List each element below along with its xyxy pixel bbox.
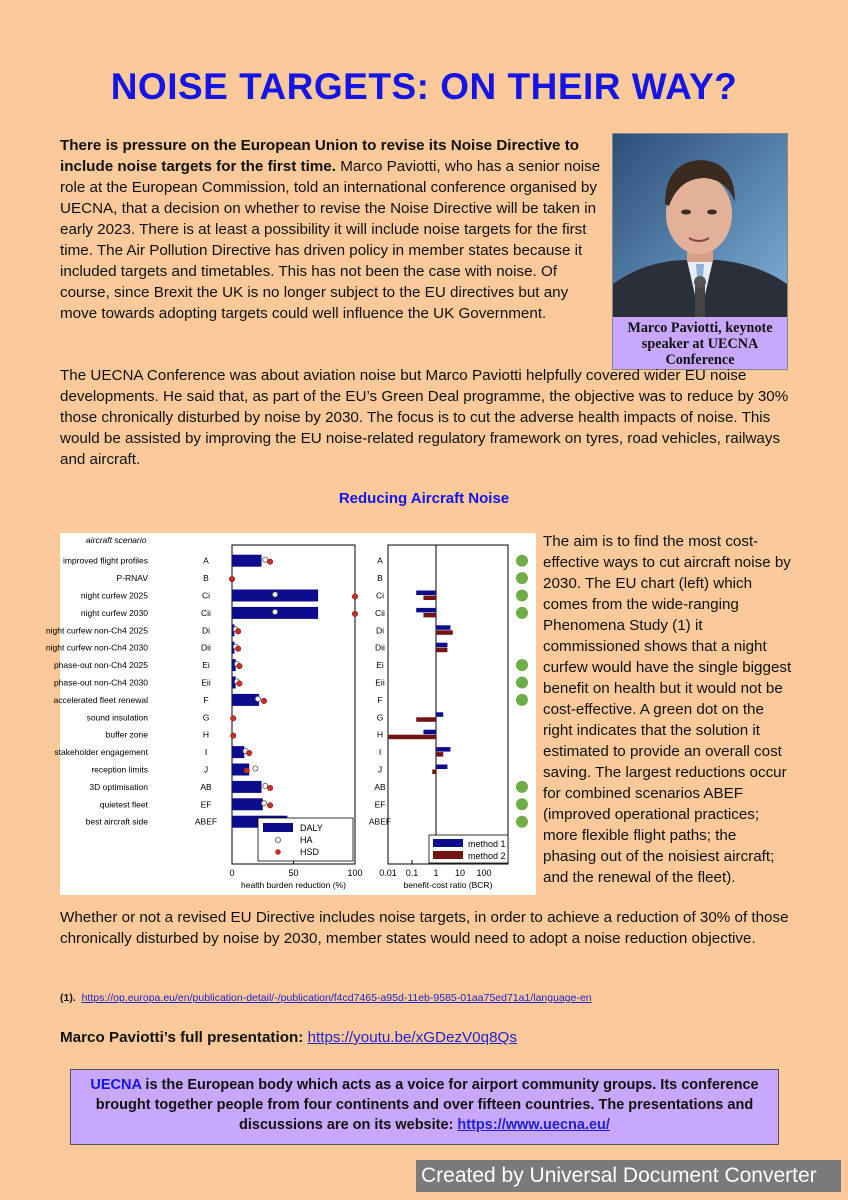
hsd-point [267,803,273,809]
method1-bar [436,747,450,752]
scenario-label: night curfew 2025 [80,590,148,601]
hsd-point [246,750,252,756]
presentation-line [60,1029,517,1046]
daly-bar [232,798,263,810]
left-tick-label: 0 [229,868,235,878]
scenario-label: P-RNAV [116,573,148,584]
scenario-code-left: ABEF [194,816,218,827]
scenario-label: 3D optimisation [89,781,148,792]
right-legend-label: method 2 [468,851,506,861]
daly-bar [232,781,262,793]
scenario-code-left: EF [200,799,212,810]
footnote-label: (1). [60,992,76,1004]
legend-hsd-swatch [275,849,281,855]
scenario-code-left: B [203,573,209,584]
scenario-code-right: AB [374,781,386,792]
hsd-point [352,594,358,600]
intro-text: Marco Paviotti, who has a senior noise role at the European Commission, told an international conference organised by UECNA, that a decision on whether to revise the Noise Directive will be taken in early 2023. There is at least a possibility it will include noise targets for the first time. The Air Pollution Directive has driven policy in member states because it included targets and timetables. This has not been the case with noise. Of course, since Brexit the UK is no longer subject to the EU directives but any move towards adopting targets could well influence the UK Government. [60,158,601,322]
watermark: Created by Universal Document Converter [416,1160,841,1192]
scenario-code-right: Cii [375,607,385,618]
legend-method1-swatch [433,839,463,847]
method2-bar [388,735,436,740]
banner-org: UECNA [90,1077,142,1093]
banner-link[interactable]: https://www.uecna.eu/ [457,1117,610,1133]
daly-bar [232,746,244,758]
ha-point [263,783,268,788]
right-tick-label: 100 [476,868,492,878]
section-heading: Reducing Aircraft Noise [338,490,510,507]
hsd-point [237,681,243,687]
method2-bar [436,648,447,653]
scenario-code-left: G [202,712,210,723]
cost-saving-dot [516,572,528,584]
method2-bar [423,596,436,601]
speaker-photo-box [612,133,788,370]
ha-point [272,592,277,597]
left-axis-label: health burden reduction (%) [241,880,346,890]
left-legend-label: HA [300,835,313,845]
method2-bar [436,752,443,757]
scenario-code-right: I [378,747,382,758]
daly-bar [232,694,259,706]
scenario-code-left: Eii [201,677,211,688]
hsd-point [235,646,241,652]
scenario-code-left: Cii [201,607,211,618]
method2-bar [423,613,436,618]
scenario-code-right: A [377,555,383,566]
presentation-link[interactable]: https://youtu.be/xGDezV0q8Qs [307,1029,517,1046]
scenario-code-left: Di [201,625,211,636]
scenario-code-right: H [376,729,384,740]
scenario-label: stakeholder engagement [54,747,148,758]
scenario-code-left: Dii [201,642,211,653]
paragraph-four: Whether or not a revised EU Directive includes noise targets, in order to achieve a reduction of 30% of those chronically disturbed by noise by 2030, member states would need to adopt a noise reduction objective. [60,909,789,947]
ha-point [261,801,266,806]
scenario-code-right: Di [375,625,385,636]
method1-bar [416,591,436,596]
legend-method2-swatch [433,851,463,859]
intro-lead: There is pressure on the European Union to revise its Noise Directive to include noise targets for the first time. [60,137,580,175]
scenario-label: night curfew non-Ch4 2025 [45,625,148,636]
scenario-code-left: Ci [201,590,211,601]
photo-caption: Marco Paviotti, keynote speaker at UECNA Conference [613,317,787,369]
hsd-point [237,663,243,669]
ha-point [272,609,277,614]
hsd-point [352,611,358,617]
scenario-label: best aircraft side [85,816,148,827]
hsd-point [244,768,250,774]
presentation-label: Marco Paviotti’s full presentation: [60,1029,304,1046]
cost-saving-dot [516,694,528,706]
scenario-code-left: AB [200,781,212,792]
method2-bar [416,717,436,722]
paragraph-two: The UECNA Conference was about aviation noise but Marco Paviotti helpfully covered wider EU noise developments. He said that, as part of the EU’s Green Deal programme, the objective was to reduce by 30% those chronically disturbed by noise by 2030. The focus is to cut the adverse health impacts of noise. This would be assisted by improving the EU noise-related regulatory framework on tyres, road vehicles, railways and aircraft. [60,367,789,468]
scenario-label: reception limits [91,764,148,775]
scenario-code-right: EF [374,799,386,810]
page-title: NOISE TARGETS: ON THEIR WAY? [110,66,738,107]
method1-bar [436,625,450,630]
noise-chart [45,533,536,895]
intro-paragraph [60,135,605,324]
method1-bar [436,712,443,717]
scenario-code-right: G [376,712,384,723]
scenario-code-left: J [203,764,209,775]
right-tick-label: 1 [433,868,439,878]
scenario-label: night curfew 2030 [80,607,148,618]
hsd-point [230,733,236,739]
hsd-point [229,576,235,582]
legend-daly-swatch [263,823,293,832]
right-tick-label: 0.01 [379,868,397,878]
ha-point [263,557,268,562]
left-tick-label: 50 [288,868,299,878]
right-plot-frame [388,545,508,864]
method1-bar [436,765,447,770]
cost-saving-dot [516,816,528,828]
hsd-point [267,785,273,791]
method1-bar [423,730,436,735]
hsd-point [267,559,273,565]
footnote-link[interactable]: https://op.europa.eu/en/publication-detail/-/publication/f4cd7465-a95d-11eb-9585-01aa75ed71a1/language-en [81,992,592,1004]
method1-bar [416,608,436,613]
right-tick-label: 0.1 [405,868,419,878]
scenario-label: night curfew non-Ch4 2030 [45,642,148,653]
speaker-photo [613,134,787,317]
right-axis-label: benefit-cost ratio (BCR) [403,880,493,890]
scenario-code-left: I [204,747,208,758]
hsd-point [261,698,267,704]
banner-text: is the European body which acts as a voice for airport community groups. Its conference brought together people from four continents and over fifteen countries. The presentations and discussions are on its website: [95,1077,759,1133]
left-legend-label: DALY [300,823,323,833]
scenario-code-left: H [202,729,210,740]
footnote [60,992,592,1004]
scenario-label: improved flight profiles [62,555,148,566]
left-legend-label: HSD [300,847,320,857]
scenario-label: phase-out non-Ch4 2030 [53,677,148,688]
scenario-code-right: B [377,573,383,584]
scenario-label: sound insulation [86,712,148,723]
method2-bar [436,630,453,635]
scenario-header: aircraft scenario [86,535,147,545]
legend-ha-swatch [275,837,280,842]
cost-saving-dot [516,677,528,689]
cost-saving-dot [516,590,528,602]
method1-bar [436,643,447,648]
scenario-code-left: F [203,694,209,705]
left-tick-label: 100 [347,868,363,878]
scenario-code-right: Ei [376,660,384,671]
cost-saving-dot [516,781,528,793]
cost-saving-dot [516,607,528,619]
cost-saving-dot [516,555,528,567]
scenario-code-right: Ci [375,590,385,601]
scenario-label: quietest fleet [99,799,148,810]
scenario-label: phase-out non-Ch4 2025 [53,660,148,671]
scenario-code-right: ABEF [368,816,392,827]
scenario-code-right: F [377,694,383,705]
scenario-label: buffer zone [105,729,148,740]
right-column-text: The aim is to find the most cost-effective ways to cut aircraft noise by 2030. The EU chart (left) which comes from the wide-ranging Phenomena Study (1) it commissioned shows that a night curfew would have the single biggest benefit on health but it would not be cost-effective. A green dot on the right indicates that the solution it estimated to provide an overall cost saving. The largest reductions occur for combined scenarios ABEF (improved operational practices; more flexible flight paths; the phasing out of the noisiest aircraft; and the renewal of the fleet). [543,533,792,886]
daly-bar [232,555,262,567]
noise-chart-svg [45,533,536,895]
right-legend-label: method 1 [468,839,506,849]
scenario-label: accelerated fleet renewal [53,694,148,705]
hsd-point [235,629,241,635]
scenario-code-right: Dii [375,642,385,653]
scenario-code-right: Eii [375,677,385,688]
scenario-code-left: A [203,555,209,566]
cost-saving-dot [516,798,528,810]
method2-bar [432,770,436,775]
ha-point [255,696,260,701]
ha-point [253,766,258,771]
hsd-point [230,716,236,722]
uecna-banner [70,1069,779,1145]
cost-saving-dot [516,659,528,671]
right-tick-label: 10 [454,868,466,878]
scenario-code-right: J [377,764,383,775]
scenario-code-left: Ei [202,660,210,671]
